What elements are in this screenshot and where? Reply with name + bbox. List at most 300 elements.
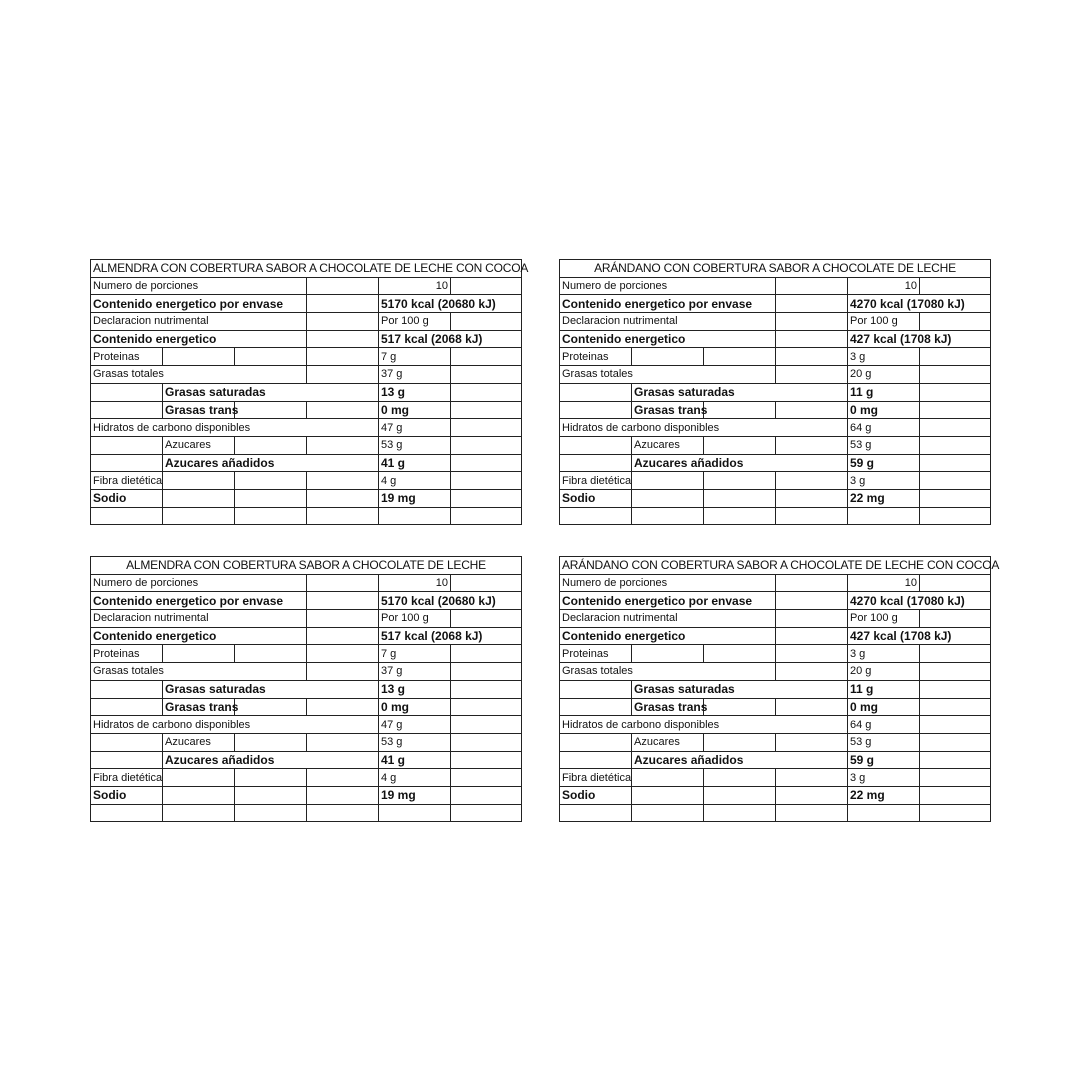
empty-cell	[451, 804, 522, 822]
energy-per-pack-value: 4270 kcal (17080 kJ)	[848, 592, 920, 610]
sugars-row	[91, 733, 522, 751]
empty-cell	[704, 507, 776, 525]
protein-row	[560, 645, 991, 663]
empty-cell	[451, 277, 522, 295]
per-100g-label: Por 100 g	[379, 610, 451, 628]
empty-cell	[163, 786, 235, 804]
saturated-fat-row	[91, 680, 522, 698]
empty-cell	[307, 507, 379, 525]
empty-cell	[920, 680, 991, 698]
product-title: ARÁNDANO CON COBERTURA SABOR A CHOCOLATE DE LECHE CON COCOA	[560, 557, 991, 575]
empty-cell	[451, 645, 522, 663]
sodium-value: 19 mg	[379, 489, 451, 507]
empty-cell	[704, 627, 776, 645]
empty-cell	[307, 348, 379, 366]
empty-cell	[776, 313, 848, 331]
empty-cell	[560, 751, 632, 769]
fiber-value: 3 g	[848, 472, 920, 490]
empty-cell	[848, 804, 920, 822]
empty-cell	[704, 348, 776, 366]
empty-cell	[920, 507, 991, 525]
empty-cell	[163, 507, 235, 525]
empty-cell	[920, 698, 991, 716]
empty-cell	[235, 645, 307, 663]
added-sugars-row	[560, 454, 991, 472]
empty-cell	[307, 383, 379, 401]
empty-cell	[776, 401, 848, 419]
empty-cell	[379, 507, 451, 525]
empty-cell	[776, 574, 848, 592]
nutrition-declaration-row	[560, 313, 991, 331]
empty-cell	[776, 489, 848, 507]
empty-cell	[920, 733, 991, 751]
saturated-fat-label: Grasas saturadas	[163, 383, 307, 401]
empty-cell	[776, 277, 848, 295]
title-row	[560, 260, 991, 278]
carbs-row	[560, 716, 991, 734]
protein-label: Proteinas	[91, 348, 163, 366]
fiber-row	[91, 769, 522, 787]
empty-cell	[776, 507, 848, 525]
empty-cell	[307, 489, 379, 507]
product-title: ARÁNDANO CON COBERTURA SABOR A CHOCOLATE DE LECHE	[560, 260, 991, 278]
trans-fat-label: Grasas trans	[632, 401, 704, 419]
sugars-row	[560, 733, 991, 751]
total-fat-label: Grasas totales	[560, 663, 704, 681]
empty-cell	[91, 680, 163, 698]
empty-cell	[560, 383, 632, 401]
fiber-label: Fibra dietética	[560, 472, 632, 490]
empty-cell	[776, 680, 848, 698]
empty-cell	[307, 627, 379, 645]
empty-cell	[776, 295, 848, 313]
empty-cell	[91, 733, 163, 751]
saturated-fat-row	[91, 383, 522, 401]
energy-per-pack-row	[560, 295, 991, 313]
per-100g-label: Por 100 g	[379, 313, 451, 331]
empty-cell	[632, 348, 704, 366]
empty-cell	[920, 472, 991, 490]
added-sugars-row	[91, 751, 522, 769]
protein-value: 3 g	[848, 645, 920, 663]
empty-cell	[776, 454, 848, 472]
empty-cell	[451, 436, 522, 454]
empty-cell	[307, 436, 379, 454]
sugars-value: 53 g	[379, 733, 451, 751]
servings-row	[560, 574, 991, 592]
empty-cell	[920, 663, 991, 681]
total-fat-label: Grasas totales	[560, 366, 704, 384]
added-sugars-value: 59 g	[848, 454, 920, 472]
energy-per-pack-row	[560, 592, 991, 610]
energy-per-pack-label: Contenido energetico por envase	[560, 295, 704, 313]
trans-fat-value: 0 mg	[379, 698, 451, 716]
empty-cell	[632, 769, 704, 787]
empty-cell	[704, 472, 776, 490]
fiber-row	[91, 472, 522, 490]
total-fat-value: 37 g	[379, 366, 451, 384]
total-fat-row	[560, 366, 991, 384]
empty-cell	[163, 645, 235, 663]
empty-cell	[848, 507, 920, 525]
empty-cell	[776, 419, 848, 437]
empty-cell	[451, 454, 522, 472]
saturated-fat-value: 13 g	[379, 383, 451, 401]
nutrition-declaration-row	[91, 313, 522, 331]
servings-label: Numero de porciones	[91, 277, 235, 295]
nutrition-label-almond-cocoa	[90, 259, 529, 525]
empty-cell	[235, 489, 307, 507]
empty-cell	[235, 663, 307, 681]
fiber-label: Fibra dietética	[91, 769, 163, 787]
empty-cell	[776, 348, 848, 366]
nutrition-declaration-label: Declaracion nutrimental	[560, 610, 704, 628]
protein-row	[560, 348, 991, 366]
servings-row	[91, 277, 522, 295]
empty-cell	[704, 698, 776, 716]
added-sugars-label: Azucares añadidos	[163, 751, 307, 769]
saturated-fat-value: 11 g	[848, 680, 920, 698]
trans-fat-value: 0 mg	[379, 401, 451, 419]
empty-cell	[776, 751, 848, 769]
added-sugars-row	[91, 454, 522, 472]
empty-row	[560, 507, 991, 525]
nutrition-declaration-row	[91, 610, 522, 628]
empty-cell	[920, 786, 991, 804]
energy-label: Contenido energetico	[91, 330, 235, 348]
empty-cell	[307, 330, 379, 348]
empty-cell	[451, 680, 522, 698]
empty-cell	[776, 698, 848, 716]
product-title: ALMENDRA CON COBERTURA SABOR A CHOCOLATE DE LECHE	[91, 557, 522, 575]
empty-row	[91, 507, 522, 525]
empty-row	[560, 804, 991, 822]
empty-cell	[451, 383, 522, 401]
empty-cell	[91, 454, 163, 472]
empty-cell	[163, 489, 235, 507]
energy-value: 427 kcal (1708 kJ)	[848, 627, 920, 645]
empty-cell	[307, 277, 379, 295]
empty-cell	[235, 472, 307, 490]
empty-cell	[776, 436, 848, 454]
servings-label: Numero de porciones	[560, 277, 704, 295]
empty-cell	[920, 489, 991, 507]
carbs-label: Hidratos de carbono disponibles	[560, 419, 776, 437]
sodium-value: 22 mg	[848, 786, 920, 804]
empty-cell	[920, 751, 991, 769]
added-sugars-value: 41 g	[379, 454, 451, 472]
empty-cell	[307, 698, 379, 716]
servings-value: 10	[848, 574, 920, 592]
carbs-value: 47 g	[379, 716, 451, 734]
nutrition-label-almond	[90, 556, 521, 822]
trans-fat-row	[91, 401, 522, 419]
empty-cell	[307, 313, 379, 331]
empty-cell	[451, 313, 522, 331]
empty-cell	[704, 489, 776, 507]
servings-value: 10	[379, 574, 451, 592]
empty-cell	[776, 330, 848, 348]
empty-cell	[91, 751, 163, 769]
energy-row	[560, 627, 991, 645]
trans-fat-label: Grasas trans	[632, 698, 704, 716]
nutrition-declaration-row	[560, 610, 991, 628]
empty-cell	[451, 698, 522, 716]
empty-cell	[307, 419, 379, 437]
nutrition-declaration-label: Declaracion nutrimental	[560, 313, 704, 331]
saturated-fat-row	[560, 680, 991, 698]
empty-cell	[307, 295, 379, 313]
empty-cell	[451, 716, 522, 734]
empty-cell	[235, 277, 307, 295]
trans-fat-label: Grasas trans	[163, 401, 235, 419]
sugars-label: Azucares	[163, 733, 235, 751]
empty-cell	[920, 454, 991, 472]
sodium-row	[560, 489, 991, 507]
empty-cell	[91, 507, 163, 525]
empty-cell	[920, 804, 991, 822]
protein-row	[91, 645, 522, 663]
sodium-label: Sodio	[560, 786, 632, 804]
empty-cell	[704, 645, 776, 663]
empty-cell	[235, 313, 307, 331]
sodium-row	[91, 489, 522, 507]
empty-cell	[560, 507, 632, 525]
nutrition-declaration-label: Declaracion nutrimental	[91, 610, 235, 628]
empty-cell	[920, 419, 991, 437]
saturated-fat-label: Grasas saturadas	[163, 680, 307, 698]
empty-cell	[235, 366, 307, 384]
fiber-value: 3 g	[848, 769, 920, 787]
nutrition-table	[90, 556, 522, 822]
protein-value: 7 g	[379, 645, 451, 663]
sodium-row	[560, 786, 991, 804]
carbs-value: 47 g	[379, 419, 451, 437]
empty-cell	[451, 769, 522, 787]
empty-cell	[776, 592, 848, 610]
total-fat-row	[91, 663, 522, 681]
empty-cell	[704, 804, 776, 822]
empty-cell	[776, 733, 848, 751]
carbs-row	[91, 716, 522, 734]
protein-label: Proteinas	[91, 645, 163, 663]
empty-cell	[920, 716, 991, 734]
empty-cell	[704, 401, 776, 419]
energy-row	[91, 330, 522, 348]
empty-cell	[704, 769, 776, 787]
saturated-fat-label: Grasas saturadas	[632, 680, 776, 698]
empty-cell	[704, 436, 776, 454]
empty-cell	[451, 733, 522, 751]
protein-row	[91, 348, 522, 366]
servings-row	[91, 574, 522, 592]
empty-cell	[451, 348, 522, 366]
fiber-label: Fibra dietética	[91, 472, 163, 490]
fiber-value: 4 g	[379, 769, 451, 787]
sugars-row	[91, 436, 522, 454]
empty-cell	[163, 472, 235, 490]
empty-row	[91, 804, 522, 822]
sodium-label: Sodio	[91, 786, 163, 804]
empty-cell	[451, 366, 522, 384]
empty-cell	[451, 751, 522, 769]
servings-value: 10	[848, 277, 920, 295]
energy-per-pack-row	[91, 295, 522, 313]
carbs-value: 64 g	[848, 716, 920, 734]
empty-cell	[307, 574, 379, 592]
empty-cell	[307, 592, 379, 610]
protein-label: Proteinas	[560, 348, 632, 366]
empty-cell	[307, 751, 379, 769]
empty-cell	[920, 401, 991, 419]
sugars-label: Azucares	[632, 436, 704, 454]
energy-per-pack-value: 4270 kcal (17080 kJ)	[848, 295, 920, 313]
empty-cell	[307, 472, 379, 490]
empty-cell	[307, 769, 379, 787]
energy-per-pack-value: 5170 kcal (20680 kJ)	[379, 295, 451, 313]
carbs-label: Hidratos de carbono disponibles	[91, 419, 307, 437]
total-fat-row	[560, 663, 991, 681]
total-fat-label: Grasas totales	[91, 663, 235, 681]
empty-cell	[451, 663, 522, 681]
empty-cell	[235, 698, 307, 716]
empty-cell	[776, 786, 848, 804]
empty-cell	[235, 401, 307, 419]
trans-fat-value: 0 mg	[848, 698, 920, 716]
empty-cell	[235, 786, 307, 804]
empty-cell	[235, 804, 307, 822]
empty-cell	[91, 401, 163, 419]
servings-value: 10	[379, 277, 451, 295]
empty-cell	[560, 698, 632, 716]
title-row	[560, 557, 991, 575]
energy-row	[91, 627, 522, 645]
sodium-value: 19 mg	[379, 786, 451, 804]
empty-cell	[307, 733, 379, 751]
empty-cell	[235, 330, 307, 348]
nutrition-label-blueberry-cocoa	[559, 556, 1000, 822]
empty-cell	[632, 507, 704, 525]
servings-row	[560, 277, 991, 295]
empty-cell	[163, 769, 235, 787]
empty-cell	[451, 419, 522, 437]
empty-cell	[920, 645, 991, 663]
empty-cell	[920, 610, 991, 628]
empty-cell	[776, 366, 848, 384]
nutrition-label-blueberry	[559, 259, 990, 525]
carbs-label: Hidratos de carbono disponibles	[91, 716, 307, 734]
added-sugars-value: 59 g	[848, 751, 920, 769]
empty-cell	[235, 507, 307, 525]
empty-cell	[307, 645, 379, 663]
empty-cell	[704, 733, 776, 751]
empty-cell	[776, 472, 848, 490]
empty-cell	[235, 610, 307, 628]
empty-cell	[632, 489, 704, 507]
empty-cell	[451, 472, 522, 490]
total-fat-row	[91, 366, 522, 384]
saturated-fat-label: Grasas saturadas	[632, 383, 776, 401]
energy-row	[560, 330, 991, 348]
empty-cell	[307, 366, 379, 384]
trans-fat-row	[560, 401, 991, 419]
empty-cell	[920, 574, 991, 592]
per-100g-label: Por 100 g	[848, 313, 920, 331]
carbs-value: 64 g	[848, 419, 920, 437]
empty-cell	[704, 366, 776, 384]
fiber-label: Fibra dietética	[560, 769, 632, 787]
carbs-label: Hidratos de carbono disponibles	[560, 716, 776, 734]
empty-cell	[560, 680, 632, 698]
empty-cell	[560, 436, 632, 454]
empty-cell	[307, 804, 379, 822]
fiber-row	[560, 472, 991, 490]
added-sugars-row	[560, 751, 991, 769]
servings-label: Numero de porciones	[91, 574, 235, 592]
empty-cell	[704, 313, 776, 331]
total-fat-value: 37 g	[379, 663, 451, 681]
empty-cell	[704, 574, 776, 592]
sodium-row	[91, 786, 522, 804]
empty-cell	[451, 489, 522, 507]
empty-cell	[776, 804, 848, 822]
energy-label: Contenido energetico	[560, 627, 704, 645]
total-fat-value: 20 g	[848, 366, 920, 384]
fiber-value: 4 g	[379, 472, 451, 490]
added-sugars-label: Azucares añadidos	[632, 454, 776, 472]
trans-fat-value: 0 mg	[848, 401, 920, 419]
trans-fat-row	[91, 698, 522, 716]
energy-per-pack-label: Contenido energetico por envase	[91, 295, 235, 313]
empty-cell	[235, 348, 307, 366]
empty-cell	[704, 610, 776, 628]
saturated-fat-row	[560, 383, 991, 401]
empty-cell	[163, 348, 235, 366]
sugars-label: Azucares	[632, 733, 704, 751]
empty-cell	[776, 627, 848, 645]
sugars-label: Azucares	[163, 436, 235, 454]
empty-cell	[704, 330, 776, 348]
energy-value: 517 kcal (2068 kJ)	[379, 627, 451, 645]
added-sugars-value: 41 g	[379, 751, 451, 769]
sugars-value: 53 g	[848, 733, 920, 751]
empty-cell	[560, 733, 632, 751]
empty-cell	[920, 769, 991, 787]
energy-per-pack-label: Contenido energetico por envase	[91, 592, 235, 610]
empty-cell	[379, 804, 451, 822]
sugars-value: 53 g	[379, 436, 451, 454]
nutrition-table	[559, 556, 1000, 822]
title-row	[91, 557, 522, 575]
empty-cell	[91, 698, 163, 716]
trans-fat-row	[560, 698, 991, 716]
sodium-label: Sodio	[560, 489, 632, 507]
empty-cell	[920, 436, 991, 454]
empty-cell	[91, 383, 163, 401]
empty-cell	[451, 401, 522, 419]
protein-label: Proteinas	[560, 645, 632, 663]
title-row	[91, 260, 522, 278]
empty-cell	[307, 454, 379, 472]
empty-cell	[451, 610, 522, 628]
empty-cell	[307, 663, 379, 681]
empty-cell	[451, 507, 522, 525]
protein-value: 7 g	[379, 348, 451, 366]
empty-cell	[920, 383, 991, 401]
empty-cell	[632, 804, 704, 822]
empty-cell	[163, 804, 235, 822]
empty-cell	[704, 786, 776, 804]
